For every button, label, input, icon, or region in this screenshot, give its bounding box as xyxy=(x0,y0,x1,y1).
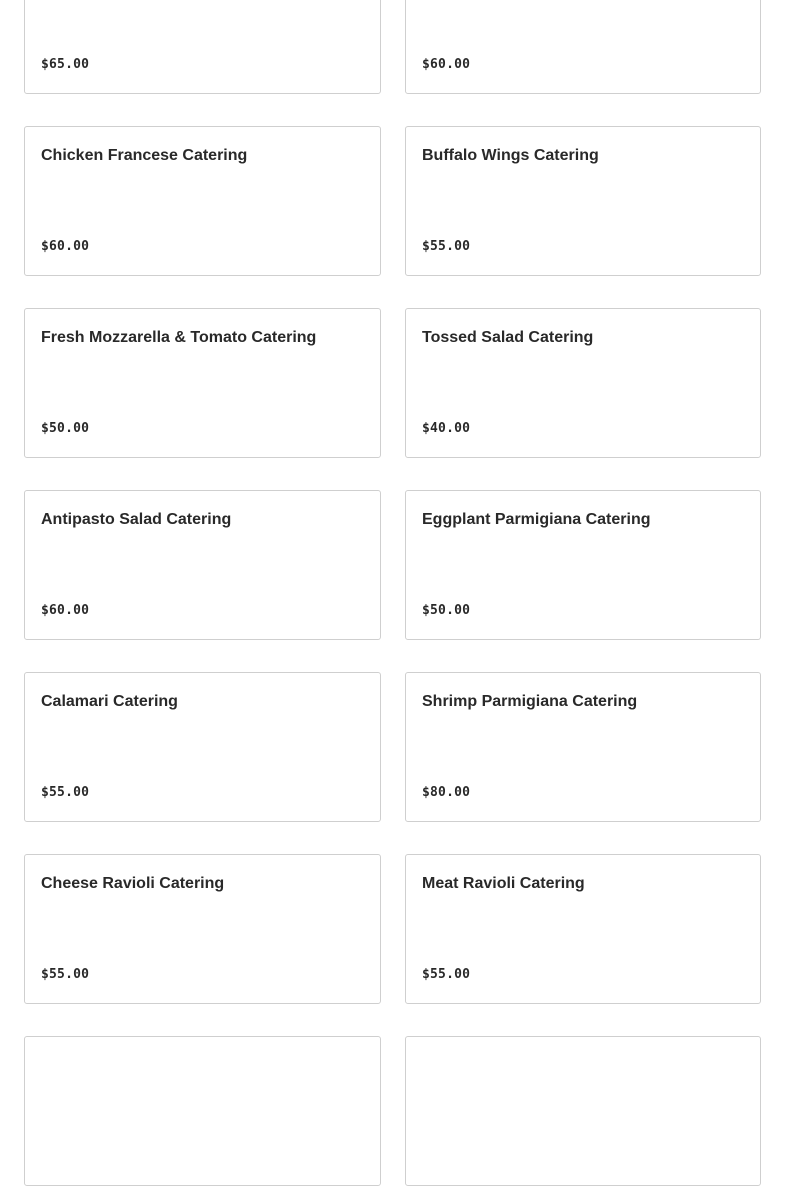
menu-item-card[interactable] xyxy=(24,308,381,458)
menu-item-card[interactable] xyxy=(405,0,761,94)
menu-item-name: Tossed Salad Catering xyxy=(422,329,594,346)
menu-item-card[interactable] xyxy=(24,854,381,1004)
menu-item-name: Buffalo Wings Catering xyxy=(422,147,599,164)
menu-item-price: $55.00 xyxy=(422,967,471,982)
menu-item-name: Antipasto Salad Catering xyxy=(41,511,232,528)
menu-item-price: $60.00 xyxy=(41,239,90,254)
menu-item-card[interactable] xyxy=(24,126,381,276)
menu-item-card[interactable] xyxy=(24,1036,381,1186)
menu-item-price: $55.00 xyxy=(41,967,90,982)
menu-item-card[interactable] xyxy=(24,0,381,94)
menu-item-card[interactable] xyxy=(405,126,761,276)
menu-item-price: $50.00 xyxy=(422,603,471,618)
menu-item-name: Meat Ravioli Catering xyxy=(422,875,585,892)
menu-item-price: $60.00 xyxy=(41,603,90,618)
menu-item-name: Calamari Catering xyxy=(41,693,178,710)
menu-item-name: Eggplant Parmigiana Catering xyxy=(422,511,651,528)
menu-items-grid xyxy=(24,0,761,1186)
menu-item-price: $50.00 xyxy=(41,421,90,436)
menu-item-price: $40.00 xyxy=(422,421,471,436)
menu-item-price: $60.00 xyxy=(422,57,471,72)
menu-item-name: Cheese Ravioli Catering xyxy=(41,875,225,892)
menu-item-name: Fresh Mozzarella & Tomato Catering xyxy=(41,329,317,346)
menu-item-price: $80.00 xyxy=(422,785,471,800)
menu-item-card[interactable] xyxy=(24,490,381,640)
menu-item-price: $65.00 xyxy=(41,57,90,72)
menu-item-card[interactable] xyxy=(405,1036,761,1186)
menu-item-card[interactable] xyxy=(24,672,381,822)
menu-item-card[interactable] xyxy=(405,490,761,640)
menu-item-card[interactable] xyxy=(405,308,761,458)
menu-item-name: Chicken Francese Catering xyxy=(41,147,248,164)
menu-item-price: $55.00 xyxy=(41,785,90,800)
menu-item-name: Shrimp Parmigiana Catering xyxy=(422,693,638,710)
menu-item-price: $55.00 xyxy=(422,239,471,254)
menu-item-card[interactable] xyxy=(405,854,761,1004)
menu-item-card[interactable] xyxy=(405,672,761,822)
